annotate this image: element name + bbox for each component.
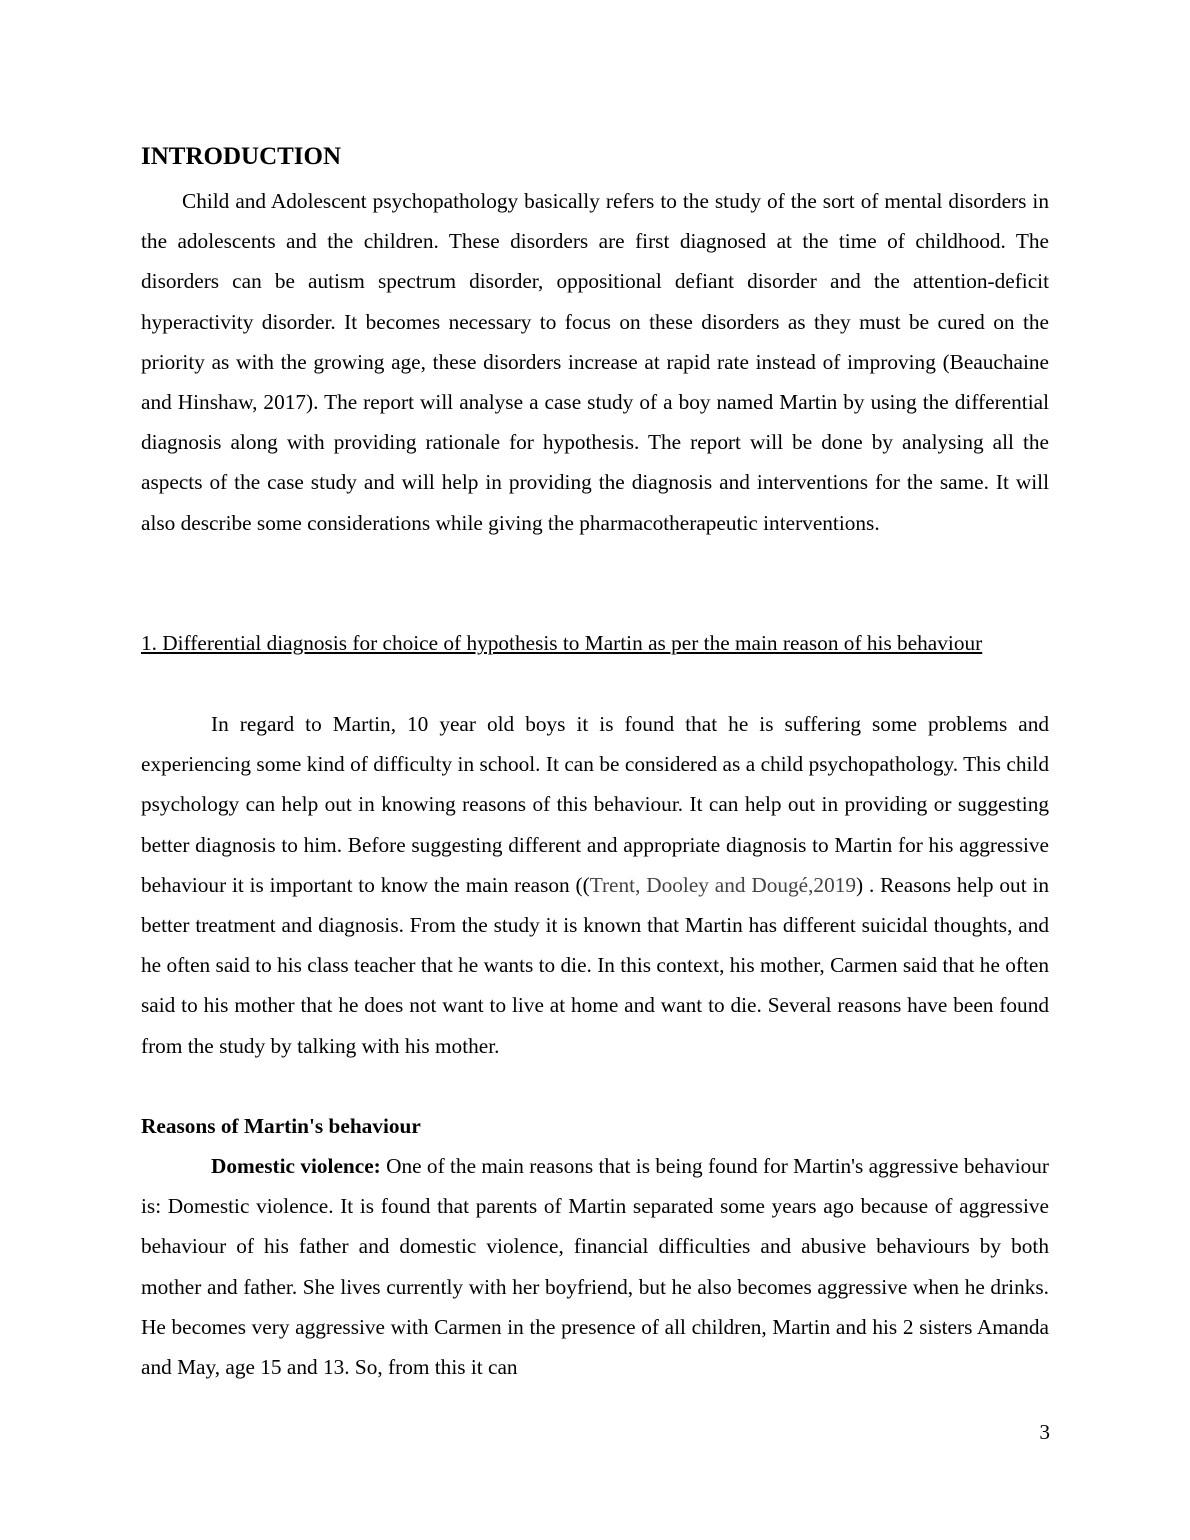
citation: Trent, Dooley and Dougé,2019 bbox=[589, 872, 857, 897]
reasons-subheading: Reasons of Martin's behaviour bbox=[141, 1114, 421, 1138]
section-paragraph bbox=[141, 704, 1049, 1066]
page-number: 3 bbox=[1039, 1420, 1050, 1444]
intro-paragraph: Child and Adolescent psychopathology basically refers to the study of the sort of mental disorders in the adolescents and the children. These disorders are first diagnosed at the time of childhood. The disorders can be autism spectrum disorder, oppositional defiant disorder and the attention-deficit hyperactivity disorder. It becomes necessary to focus on these disorders as they must be cured on the priority as with the growing age, these disorders increase at rapid rate instead of improving (Beauchaine and Hinshaw, 2017). The report will analyse a case study of a boy named Martin by using the differential diagnosis along with providing rationale for hypothesis. The report will be done by analysing all the aspects of the case study and will help in providing the diagnosis and interventions for the same. It will also describe some considerations while giving the pharmacotherapeutic interventions. bbox=[141, 189, 1049, 535]
section-paragraph-text-continued: ) . Reasons help out in better treatment and diagnosis. From the study it is known that Martin has different suicidal thoughts, and he often said to his class teacher that he wants to die. In this context, his mother, Carmen said that he often said to his mother that he does not want to live at home and want to die. Several reasons have been found from the study by talking with his mother. bbox=[141, 872, 1050, 1058]
section-paragraph-text: In regard to Martin, 10 year old boys it is found that he is suffering some problems and experiencing some kind of difficulty in school. It can be considered as a child psychopathology. This child psychology can help out in knowing reasons of this behaviour. It can help out in providing or suggesting better diagnosis to him. Before suggesting different and appropriate diagnosis to Martin for his aggressive behaviour it is important to know the main reason (( bbox=[141, 712, 1049, 897]
page-heading: INTRODUCTION bbox=[141, 143, 342, 170]
section-title: 1. Differential diagnosis for choice of hypothesis to Martin as per the main reason of his behaviour bbox=[141, 631, 983, 655]
reasons-lead: Domestic violence: bbox=[211, 1154, 381, 1178]
reasons-paragraph bbox=[141, 1146, 1049, 1387]
reasons-paragraph-text: One of the main reasons that is being found for Martin's aggressive behaviour is: Domestic violence. It is found that parents of Martin separated some years ago because of aggressive behaviour of his father and domestic violence, financial difficulties and abusive behaviours by both mother and father. She lives currently with her boyfriend, but he also becomes aggressive when he drinks. He becomes very aggressive with Carmen in the presence of all children, Martin and his 2 sisters Amanda and May, age 15 and 13. So, from this it can bbox=[141, 1154, 1049, 1380]
